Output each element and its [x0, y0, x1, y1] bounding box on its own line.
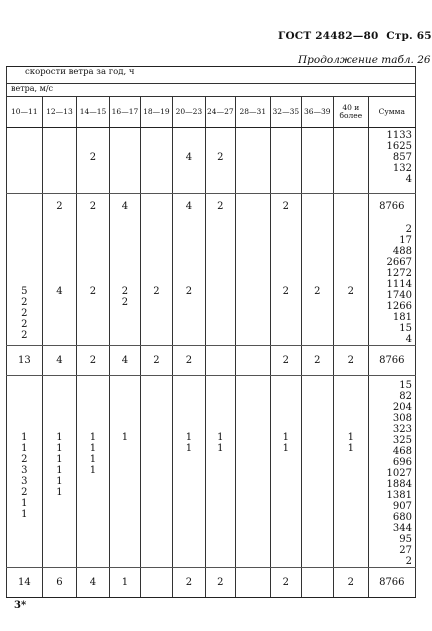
total-cell — [206, 345, 235, 375]
cell-value: 2 — [121, 285, 129, 297]
sum-value: 344 — [392, 522, 412, 534]
column-header: 32—35 — [271, 97, 301, 128]
totals-row-1 — [7, 194, 416, 220]
cell-value: 2 — [21, 453, 28, 465]
sum-value: 1884 — [386, 478, 412, 490]
sum-value: 17 — [399, 234, 412, 246]
cell-value: 1 — [56, 475, 63, 487]
data-block-1 — [7, 128, 416, 194]
table-subtitle: ветра, м/с — [7, 84, 416, 97]
sum-value: 488 — [392, 245, 412, 257]
value-cell — [77, 220, 110, 346]
page-number: Стр. 65 — [386, 30, 432, 42]
cell-value: 1 — [185, 442, 193, 454]
cell-value: 1 — [21, 442, 28, 454]
total-cell: 4 — [172, 194, 206, 220]
cell-value: 1 — [89, 431, 97, 443]
total-cell: 4 — [42, 345, 77, 375]
value-cell — [141, 128, 172, 194]
total-cell — [301, 194, 334, 220]
total-sum-cell: 8766 — [368, 194, 415, 220]
value-cell — [42, 128, 77, 194]
total-cell: 2 — [301, 345, 334, 375]
total-cell: 2 — [271, 567, 301, 597]
value-cell — [109, 375, 140, 567]
total-cell: 2 — [77, 194, 110, 220]
cell-value: 2 — [21, 307, 28, 319]
column-header: 28—31 — [235, 97, 271, 128]
value-cell — [334, 375, 369, 567]
total-cell — [235, 567, 271, 597]
value-cell — [77, 375, 110, 567]
sum-value: 204 — [392, 401, 412, 413]
value-cell — [172, 375, 206, 567]
total-cell: 2 — [206, 567, 235, 597]
total-cell — [141, 567, 172, 597]
sum-value: 308 — [392, 412, 412, 424]
column-header: 20—23 — [172, 97, 206, 128]
sum-value: 1266 — [386, 300, 412, 312]
sum-value: 1114 — [386, 278, 412, 290]
value-cell — [301, 220, 334, 346]
value-cell — [206, 128, 235, 194]
total-cell — [235, 194, 271, 220]
total-cell: 4 — [77, 567, 110, 597]
sum-value: 1133 — [386, 130, 412, 141]
value-cell — [7, 220, 43, 346]
sum-value: 132 — [392, 163, 412, 174]
cell-value: 1 — [217, 442, 224, 454]
total-cell: 2 — [141, 345, 172, 375]
sum-value: 95 — [399, 533, 412, 545]
sum-value: 680 — [392, 511, 412, 523]
cell-value: 2 — [89, 285, 97, 297]
total-cell — [334, 194, 369, 220]
cell-value: 2 — [314, 285, 321, 297]
totals-row-3 — [7, 567, 416, 597]
value-cell — [206, 220, 235, 346]
value-cell — [235, 220, 271, 346]
page-mark: 3* — [14, 600, 27, 611]
value-cell — [7, 128, 43, 194]
value-cell — [271, 375, 301, 567]
total-cell: 2 — [42, 194, 77, 220]
cell-value: 1 — [185, 431, 193, 443]
value-cell — [235, 128, 271, 194]
cell-value: 2 — [21, 486, 28, 498]
cell-value: 2 — [21, 296, 28, 308]
total-cell: 14 — [7, 567, 43, 597]
sum-value: 323 — [392, 423, 412, 435]
column-header: 16—17 — [109, 97, 140, 128]
sum-value: 15 — [399, 379, 412, 391]
sum-value: 1272 — [386, 267, 412, 279]
total-cell: 4 — [109, 345, 140, 375]
sum-value: 1027 — [386, 467, 412, 479]
cell-value: 1 — [21, 497, 28, 509]
total-cell: 2 — [206, 194, 235, 220]
total-cell: 13 — [7, 345, 43, 375]
cell-value: 1 — [56, 431, 63, 443]
cell-value: 2 — [153, 285, 160, 297]
value-cell — [42, 375, 77, 567]
cell-value: 1 — [89, 442, 97, 454]
value-cell — [271, 128, 301, 194]
sum-value: 857 — [392, 152, 412, 163]
column-header: 10—11 — [7, 97, 43, 128]
column-header: 14—15 — [77, 97, 110, 128]
cell-value: 2 — [89, 152, 97, 163]
sum-value: 325 — [392, 434, 412, 446]
sum-value: 82 — [399, 390, 412, 402]
cell-value: 4 — [185, 152, 193, 163]
sum-cell — [368, 375, 415, 567]
sum-value: 2667 — [386, 256, 412, 268]
cell-value: 2 — [21, 318, 28, 330]
totals-row-2 — [7, 345, 416, 375]
value-cell — [141, 375, 172, 567]
sum-value: 27 — [399, 544, 412, 556]
total-cell: 6 — [42, 567, 77, 597]
value-cell — [206, 375, 235, 567]
total-cell: 1 — [109, 567, 140, 597]
total-cell: 2 — [334, 345, 369, 375]
value-cell — [334, 220, 369, 346]
total-cell: 2 — [271, 345, 301, 375]
cell-value: 1 — [56, 442, 63, 454]
total-cell: 2 — [271, 194, 301, 220]
wind-speed-table — [6, 66, 416, 598]
cell-value: 2 — [121, 296, 129, 308]
column-header: 36—39 — [301, 97, 334, 128]
data-block-2 — [7, 220, 416, 346]
cell-value: 3 — [21, 464, 28, 476]
data-block-3 — [7, 375, 416, 567]
total-sum-cell: 8766 — [368, 345, 415, 375]
cell-value: 1 — [56, 486, 63, 498]
sum-value: 1740 — [386, 289, 412, 301]
total-cell: 2 — [172, 567, 206, 597]
value-cell — [334, 128, 369, 194]
cell-value: 2 — [347, 285, 355, 297]
sum-value: 907 — [392, 500, 412, 512]
total-cell — [301, 567, 334, 597]
cell-value: 1 — [347, 431, 355, 443]
cell-value: 1 — [56, 453, 63, 465]
cell-value: 1 — [282, 442, 290, 454]
cell-value: 4 — [56, 285, 63, 297]
table-continuation-label: Продолжение табл. 26 — [298, 54, 431, 66]
value-cell — [109, 128, 140, 194]
value-cell — [271, 220, 301, 346]
cell-value: 1 — [121, 431, 129, 443]
value-cell — [7, 375, 43, 567]
total-cell: 2 — [77, 345, 110, 375]
value-cell — [172, 128, 206, 194]
column-header-row — [7, 97, 416, 128]
cell-value: 1 — [21, 508, 28, 520]
cell-value: 2 — [185, 285, 193, 297]
table-title: скорости ветра за год, ч — [7, 67, 416, 84]
page-header — [278, 30, 432, 42]
value-cell — [109, 220, 140, 346]
sum-value: 2 — [405, 223, 412, 235]
cell-value: 1 — [89, 453, 97, 465]
total-cell — [141, 194, 172, 220]
sum-value: 4 — [405, 333, 412, 345]
sum-value: 468 — [392, 445, 412, 457]
value-cell — [301, 375, 334, 567]
value-cell — [141, 220, 172, 346]
column-header: 40 и более — [334, 97, 369, 128]
total-cell — [235, 345, 271, 375]
sum-value: 4 — [405, 174, 412, 185]
sum-cell — [368, 128, 415, 194]
column-header: 24—27 — [206, 97, 235, 128]
value-cell — [42, 220, 77, 346]
total-cell — [7, 194, 43, 220]
total-cell: 2 — [334, 567, 369, 597]
sum-value: 1381 — [386, 489, 412, 501]
cell-value: 5 — [21, 285, 28, 297]
sum-value: 181 — [392, 311, 412, 323]
value-cell — [172, 220, 206, 346]
cell-value: 2 — [21, 329, 28, 341]
standard-number: ГОСТ 24482—80 — [278, 30, 379, 42]
total-sum-cell: 8766 — [368, 567, 415, 597]
total-cell: 2 — [172, 345, 206, 375]
cell-value: 1 — [282, 431, 290, 443]
sum-value: 1625 — [386, 141, 412, 152]
column-header: 12—13 — [42, 97, 77, 128]
cell-value: 3 — [21, 475, 28, 487]
cell-value: 1 — [347, 442, 355, 454]
sum-value: 2 — [405, 555, 412, 567]
value-cell — [235, 375, 271, 567]
sum-value: 15 — [399, 322, 412, 334]
cell-value: 1 — [21, 431, 28, 443]
value-cell — [77, 128, 110, 194]
cell-value: 1 — [56, 464, 63, 476]
cell-value: 2 — [282, 285, 290, 297]
cell-value: 2 — [217, 152, 224, 163]
sum-cell — [368, 220, 415, 346]
sum-value: 696 — [392, 456, 412, 468]
cell-value: 1 — [217, 431, 224, 443]
total-cell: 4 — [109, 194, 140, 220]
cell-value: 1 — [89, 464, 97, 476]
value-cell — [301, 128, 334, 194]
column-header: Сумма — [368, 97, 415, 128]
column-header: 18—19 — [141, 97, 172, 128]
